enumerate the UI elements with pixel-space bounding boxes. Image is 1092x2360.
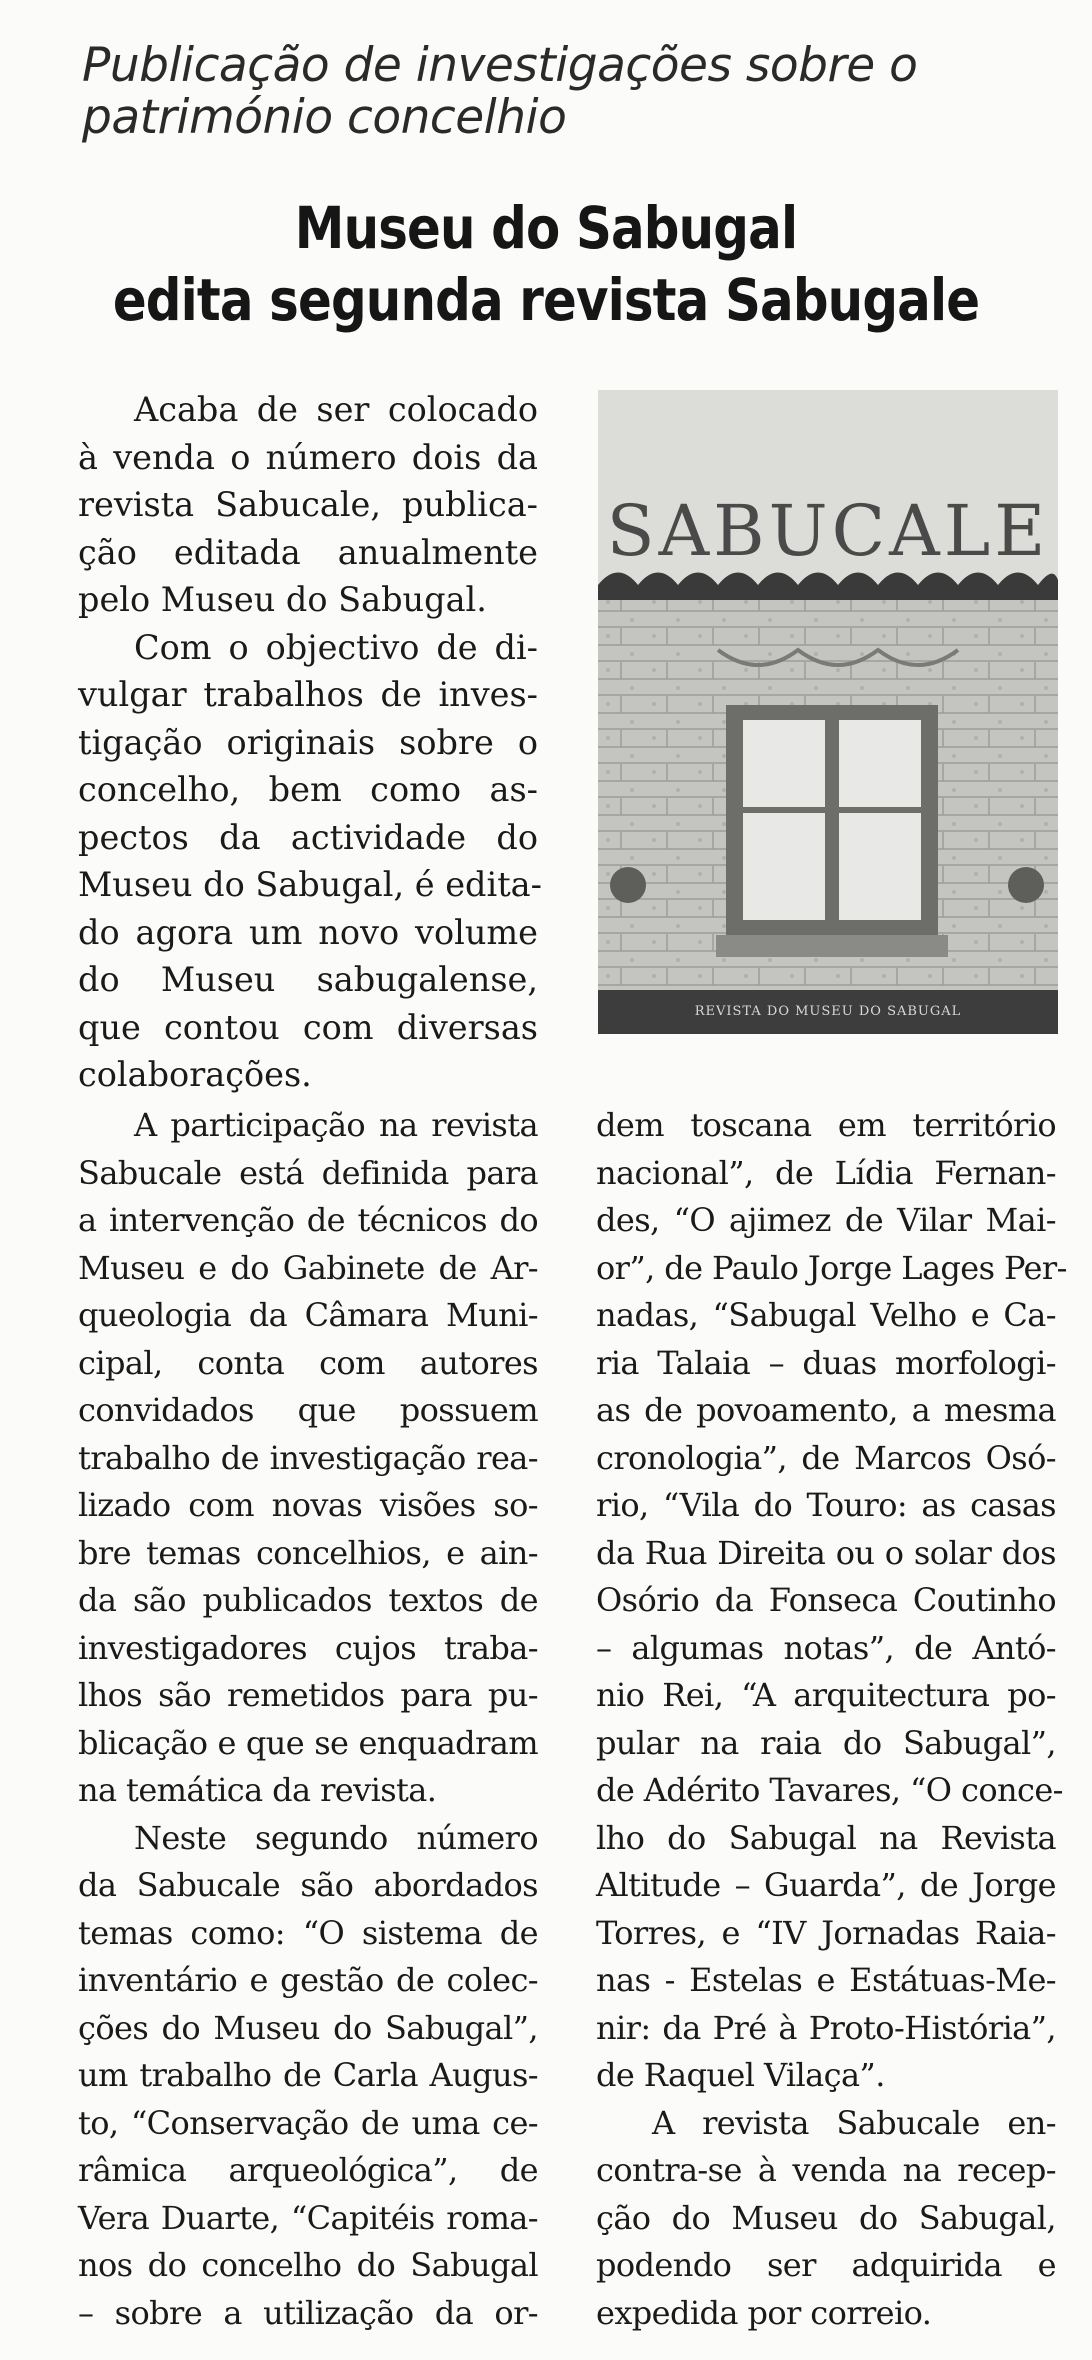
body-line: do Museu sabugalense,	[78, 960, 538, 999]
body-column-right	[596, 1102, 1067, 2337]
body-line: da Sabucale são abordados	[78, 1866, 538, 1904]
body-line: Acaba de ser colocado	[134, 390, 538, 429]
body-line: rio, “Vila do Touro: as casas	[596, 1486, 1056, 1524]
body-line: vulgar trabalhos de inves-	[78, 675, 538, 714]
body-line: – sobre a utilização da or-	[78, 2293, 538, 2332]
magazine-cover-image	[598, 390, 1058, 1034]
body-column-left-top	[78, 386, 542, 1099]
body-line: contra-se à venda na recep-	[596, 2151, 1056, 2189]
body-line: dem toscana em território	[596, 1106, 1056, 1144]
headline-line-2: edita segunda revista Sabugale	[112, 266, 980, 334]
body-line: bre temas concelhios, e ain-	[78, 1533, 538, 1572]
body-line: Museu e do Gabinete de Ar-	[78, 1248, 538, 1287]
body-line: na temática da revista.	[78, 1771, 437, 1809]
body-line: pelo Museu do Sabugal.	[78, 580, 487, 619]
body-line: cronologia”, de Marcos Osó-	[596, 1438, 1056, 1477]
body-line: nacional”, de Lídia Fernan-	[596, 1153, 1056, 1192]
body-line: que contou com diversas	[78, 1007, 538, 1047]
body-line: Sabucale está definida para	[78, 1153, 538, 1192]
body-line: nir: da Pré à Proto-História”,	[596, 2008, 1056, 2047]
body-line: or”, de Paulo Jorge Lages Per-	[596, 1248, 1067, 1287]
headline-line-1: Museu do Sabugal	[294, 194, 798, 262]
body-line: Com o objectivo de di-	[134, 627, 538, 667]
body-line: A participação na revista	[134, 1106, 538, 1144]
body-line: ção editada anualmente	[78, 532, 538, 572]
body-line: a intervenção de técnicos do	[78, 1201, 538, 1239]
body-line: des, “O ajimez de Vilar Mai-	[596, 1201, 1056, 1239]
body-line: lizado com novas visões so-	[78, 1486, 538, 1524]
body-line: da são publicados textos de	[78, 1581, 538, 1619]
body-line: as de povoamento, a mesma	[596, 1391, 1056, 1429]
body-line: trabalho de investigação rea-	[78, 1438, 538, 1477]
body-line: da Rua Direita ou o solar dos	[596, 1533, 1056, 1572]
body-line: blicação e que se enquadram	[78, 1723, 538, 1762]
body-line: Altitude – Guarda”, de Jorge	[596, 1866, 1056, 1904]
body-line: nadas, “Sabugal Velho e Ca-	[596, 1296, 1056, 1334]
body-line: convidados que possuem	[78, 1391, 538, 1429]
body-line: investigadores cujos traba-	[78, 1628, 538, 1667]
body-line: queologia da Câmara Muni-	[78, 1296, 538, 1334]
body-line: cipal, conta com autores	[78, 1343, 538, 1382]
body-line: ções do Museu do Sabugal”,	[78, 2008, 538, 2047]
body-line: à venda o número dois da	[78, 437, 538, 477]
cover-illustration	[598, 390, 1058, 1034]
body-line: de Raquel Vilaça”.	[596, 2056, 885, 2094]
body-line: ria Talaia – duas morfologi-	[596, 1343, 1056, 1382]
body-line: expedida por correio.	[596, 2293, 932, 2332]
body-column-left-bottom	[78, 1102, 538, 2337]
body-line: do agora um novo volume	[78, 912, 538, 952]
body-line: concelho, bem como as-	[78, 770, 538, 809]
body-line: lhos são remetidos para pu-	[78, 1676, 538, 1714]
body-line: tigação originais sobre o	[78, 722, 538, 762]
body-line: Osório da Fonseca Coutinho	[596, 1581, 1056, 1619]
body-line: lho do Sabugal na Revista	[596, 1818, 1056, 1857]
body-line: A revista Sabucale en-	[652, 2103, 1056, 2142]
body-line: colaborações.	[78, 1055, 312, 1094]
body-line: Museu do Sabugal, é edita-	[78, 865, 542, 904]
body-line: râmica arqueológica”, de	[78, 2151, 538, 2189]
article-kicker: Publicação de investigações sobre o património concelhio	[82, 38, 918, 145]
body-line: de Adérito Tavares, “O conce-	[596, 1771, 1063, 1809]
body-line: pectos da actividade do	[78, 817, 538, 857]
body-line: temas como: “O sistema de	[78, 1913, 538, 1952]
body-line: nas - Estelas e Estátuas-Me-	[596, 1961, 1056, 1999]
body-line: um trabalho de Carla Augus-	[78, 2056, 538, 2094]
body-line: pular na raia do Sabugal”,	[596, 1723, 1056, 1762]
body-line: – algumas notas”, de Antó-	[596, 1628, 1056, 1667]
article-headline	[76, 192, 1015, 336]
body-line: ção do Museu do Sabugal,	[596, 2198, 1056, 2237]
body-line: nos do concelho do Sabugal	[78, 2246, 538, 2284]
cover-title: SABUCALE	[606, 490, 1050, 572]
cover-footer: REVISTA DO MUSEU DO SABUGAL	[598, 990, 1058, 1034]
body-line: inventário e gestão de colec-	[78, 1961, 538, 1999]
body-line: podendo ser adquirida e	[596, 2246, 1056, 2284]
body-line: to, “Conservação de uma ce-	[78, 2103, 538, 2142]
body-line: revista Sabucale, publica-	[78, 485, 538, 524]
body-line: nio Rei, “A arquitectura po-	[596, 1676, 1056, 1714]
body-line: Neste segundo número	[134, 1818, 538, 1857]
body-line: Torres, e “IV Jornadas Raia-	[596, 1913, 1056, 1952]
body-line: Vera Duarte, “Capitéis roma-	[78, 2198, 538, 2237]
